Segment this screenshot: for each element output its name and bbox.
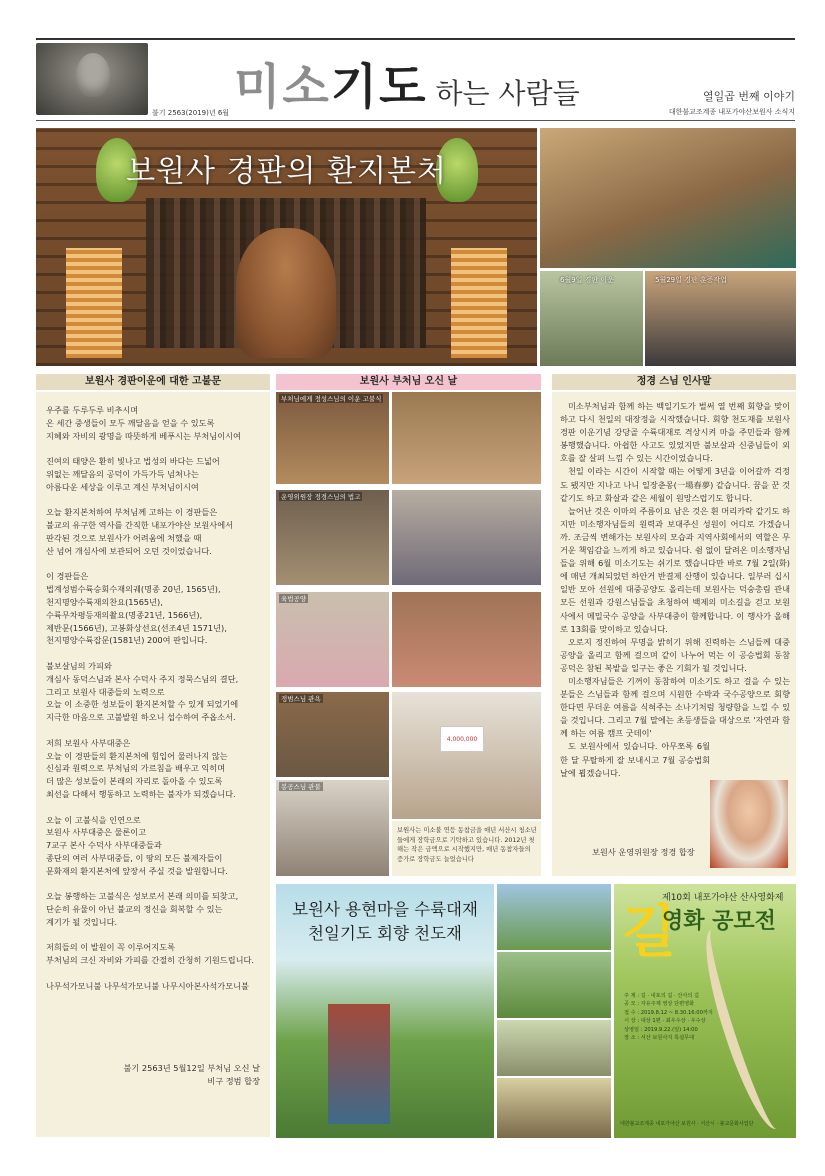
- photo-buddha-birthday-5: [276, 592, 389, 687]
- prayer-paragraph: 저희 보원사 사부대중은 오늘 이 경판들의 환지본처에 힘입어 물러나지 않는 신심과 원력으로 부처님의 가르침을 배우고 익히며 더 많은 성보들이 본래의 자리로 돌아올 수 있도록 최선을 다해서 행동하고 노력하는 불자가 되겠습니다.: [46, 737, 236, 799]
- banner-line1: 보원사 용현마을 수륙대재: [292, 900, 478, 919]
- prayer-paragraph: 이 경판들은 법계성범수륙승회수재의궤(명종 20년, 1565년), 천지명양수륙재의찬요(1565년), 수륙무차평등재의촬요(명종21년, 1566년), 제반문(1566년), 고봉화상선요(선조4년 1571년), 천지명양수륙잡문(1581년) 200여 판입니다.: [46, 571, 227, 646]
- prayer-text: [46, 404, 264, 1005]
- hero-title: 보원사 경판의 환지본처: [126, 154, 447, 189]
- photo-sutra-moving: [540, 128, 796, 268]
- prayer-date: 불기 2563년 5월12일 부처님 오신 날: [123, 1063, 260, 1073]
- greeting-signature: 보원사 운영위원장 정경 합장: [592, 847, 695, 857]
- poster-gil-glyph: 길: [622, 899, 677, 965]
- hero-photo: [36, 128, 537, 366]
- prayer-paragraph: 우주를 두루두루 비추시며 온 세간 중생들이 모두 깨달음을 얻을 수 있도록 지혜와 자비의 광명을 따뜻하게 베푸시는 부처님이시여: [46, 405, 241, 441]
- photo-buddha-birthday-6: [392, 592, 541, 687]
- monk-portrait: [710, 780, 788, 868]
- issue-date: 불기 2563(2019)년 6월: [152, 109, 230, 117]
- photo-label: 육법공양: [281, 595, 307, 603]
- masthead-part3: 하는 사람들: [435, 77, 580, 110]
- greeting-text: [560, 400, 790, 780]
- prayer-paragraph: 오늘 환지본처하여 부처님께 고하는 이 경판들은 불교의 유구한 역사를 간직한 내포가야산 보원사에서 판각된 것으로 보원사가 어려움에 처했을 때 산 넘어 개심사에 보관되어 오던 것이었습니다.: [46, 507, 234, 556]
- poster-footer: 대한불교조계종 내포가야산 보원사 · 서산시 · 불교문화사업단: [620, 1121, 754, 1127]
- greeting-paragraph: 천일 이라는 시간이 시작할 때는 어떻게 3년을 이어갈까 걱정도 됐지만 지나고 나니 일장춘몽(一場春夢) 같습니다. 꿈을 꾼 것 같기도 하고 화살과 같은 세월이 원망스럽기도 합니다.: [560, 466, 790, 503]
- photo-label: 부처님에게 정성스님의 이운 고불식: [281, 395, 382, 403]
- photo-label: 봉공스님 관불: [281, 783, 321, 791]
- top-rule: [36, 38, 795, 40]
- photo-caption: 5월29일 경판 훈증작업: [655, 276, 727, 284]
- photo-ceremony-1: [497, 884, 611, 950]
- photo-scholarship: [392, 692, 541, 819]
- lantern-rack: [451, 248, 507, 358]
- left-column-heading: 보원사 경판이운에 대한 고불문: [36, 374, 270, 390]
- masthead-part1: 미소: [234, 59, 331, 115]
- photo-sutra-transfer: [540, 271, 643, 366]
- photo-buddha-birthday-1: [276, 392, 389, 484]
- photo-buddha-birthday-8: [276, 780, 389, 876]
- masthead-part2: 기도: [330, 59, 428, 115]
- prayer-paragraph: 진여의 태양은 환히 빛나고 법성의 바다는 드넓어 위없는 깨달음의 공덕이 가득가득 넘쳐나는 아름다운 세상을 이루고 계신 부처님이시여: [46, 456, 220, 492]
- greeting-paragraph: 미소부처님과 함께 하는 백일기도가 벌써 열 번째 회향을 맞이하고 다시 천일의 대장정을 시작했습니다. 회향 천도재를 보원사 경판 이운기념 강당골 수륙대재로 격상시켜 마을 주민들과 함께 봉행했습니다. 아쉽한 사고도 있었지만 불보살과 신중님들이 외호를 잘 살펴 느낌 수 있는 시간이었습니다.: [560, 401, 790, 464]
- scholarship-caption-box: [392, 821, 541, 876]
- photo-caption: 6월9일 경판 이운: [560, 276, 614, 284]
- ceremony-banner: [276, 884, 494, 1138]
- poster-details: 주 제 : 길 · 내포의 길 · 산사의 길 공 모 : 자유주제 영상 단편영화 접 수 : 2019.8.12 ~ 8.30.16:00까지 시 상 : 대상 1편 · 최우수상 · 우수상 상영일 : 2019.9.22.(일) 14:00 장 소 : 서산 보원사지 특설무대: [624, 993, 713, 1042]
- photo-buddha-birthday-2: [392, 392, 541, 484]
- greeting-paragraph: 늘어난 것은 이마의 주름이요 남은 것은 흰 머리카락 같기도 하지만 미소행자님들의 원력과 보대주신 성원이 어디로 가겠습니까. 조금씩 변해가는 보원사의 모습과 지역사회에서의 역할은 무거운 책임감을 느끼게 하고 있습니다. 쉼 없이 달려온 미소행자님들을 위해 6월 미소기도는 쉬기로 했습니다만 바로 7월 2일(화)에 매년 개최되었던 하안거 반결제 산행이 있습니다. 일부러 십시일반 모아 선원에 대중공양도 올리는데 보원사는 덕숭총림 관내 모든 선원과 강원스님들을 초청하여 백제의 미소길을 걷고 보원사에서 메밀국수 공양을 사부대중이 함께합니다. 이 행사가 올해로 13회를 맞이하고 있습니다.: [560, 505, 790, 634]
- greeting-paragraph: 도 보원사에서 있습니다. 아무쪼록 6월 한 달 무탈하게 잘 보내시고 7월 공승법회 날에 뵙겠습니다.: [560, 741, 710, 778]
- buddha-statue: [236, 228, 336, 358]
- greeting-paragraph: 미소행자님들은 기꺼이 동참하여 미소기도 하고 걸을 수 있는 분들은 스님들과 함께 걸으며 시원한 수박과 국수공양으로 회향 한다면 무더운 여름을 식혀주는 소나기처럼 청량함을 느낄 수 있을 것입니다. 그리고 7월 말에는 초등생들을 대상으로 '자연과 함께 하는 여름 캠프 굿데이': [560, 675, 790, 739]
- poster-subtitle: 제10회 내포가야산 산사영화제: [662, 893, 784, 903]
- prayer-paragraph: 나무석가모니불 나무석가모니불 나무시아본사석가모니불: [46, 980, 249, 991]
- prayer-paragraph: 불보살님의 가피와 개심사 동덕스님과 본사 수덕사 주지 정묵스님의 결단, 그리고 보원사 대중들의 노력으로 오늘 이 소중한 성보들이 환지본처할 수 있게 되었기에 지극한 마음으로 고불발원 하오니 섭수하여 주옵소서.: [46, 660, 239, 723]
- org-name: 대한불교조계종 내포가야산보원사 소식지: [668, 108, 795, 116]
- prayer-paragraph: 오늘 이 고불식을 인연으로 보원사 사부대중은 물론이고 7교구 본사 수덕사 사부대중들과 종단의 여러 사부대중들, 이 땅의 모든 불제자들이 문화재의 환지본처에 앞장서 주실 것을 발원합니다.: [46, 814, 228, 876]
- prayer-paragraph: 저희들의 이 발원이 꼭 이루어지도록 부처님의 크신 자비와 가피를 간절히 간청히 기원드립니다.: [46, 942, 255, 966]
- header-divider: [36, 120, 795, 121]
- banner-line2: 천일기도 회향 천도재: [308, 924, 462, 943]
- photo-label: 운영위원장 정경스님의 법고: [281, 493, 361, 501]
- scholarship-cheque: 4,000,000: [440, 726, 484, 752]
- banner-title: [276, 898, 494, 946]
- middle-column-heading: 보원사 부처님 오신 날: [276, 374, 541, 390]
- greeting-paragraph: 오로지 정진하여 무명을 밝히기 위해 진력하는 스님들께 대중공양을 올리고 함께 걸으며 같이 나누어 먹는 이 공승법회 동참 공덕은 참된 복밭을 일구는 좋은 기회가 될 것입니다.: [560, 636, 790, 673]
- scholarship-caption: 보원사는 미소불 연등 동참금을 매년 서산시 청소년들에게 장학금으로 기탁하고 있습니다. 2012년 첫해는 작은 금액으로 시작했지만, 매년 동참자들의 증가로 장학금도 늘었습니다: [397, 827, 537, 863]
- photo-ceremony-3: [497, 1020, 611, 1076]
- photo-buddha-birthday-4: [392, 490, 541, 585]
- photo-sutra-fumigation: [645, 271, 796, 366]
- buddha-face-icon: [76, 53, 110, 97]
- prayer-signature: 비구 정범 합장: [207, 1076, 260, 1086]
- series-number: 열일곱 번째 이야기: [702, 90, 795, 103]
- photo-buddha-birthday-3: [276, 490, 389, 585]
- buddha-logo: [36, 43, 148, 115]
- poster-title: 영화 공모전: [662, 909, 776, 934]
- film-contest-poster: [614, 884, 796, 1138]
- prayer-paragraph: 오늘 봉행하는 고불식은 성보로서 본래 의미를 되찾고, 단순히 유물이 아닌 불교의 정신을 회복할 수 있는 계기가 될 것입니다.: [46, 891, 239, 927]
- photo-ceremony-4: [497, 1078, 611, 1138]
- photo-label: 정범스님 관욕: [281, 695, 321, 703]
- masthead-title: [234, 48, 580, 117]
- right-column-heading: 정경 스님 인사말: [552, 374, 796, 390]
- left-column: [36, 392, 270, 1137]
- photo-buddha-birthday-7: [276, 692, 389, 777]
- photo-ceremony-2: [497, 952, 611, 1018]
- lantern-rack: [66, 248, 122, 358]
- buddhist-painting: [328, 1004, 390, 1124]
